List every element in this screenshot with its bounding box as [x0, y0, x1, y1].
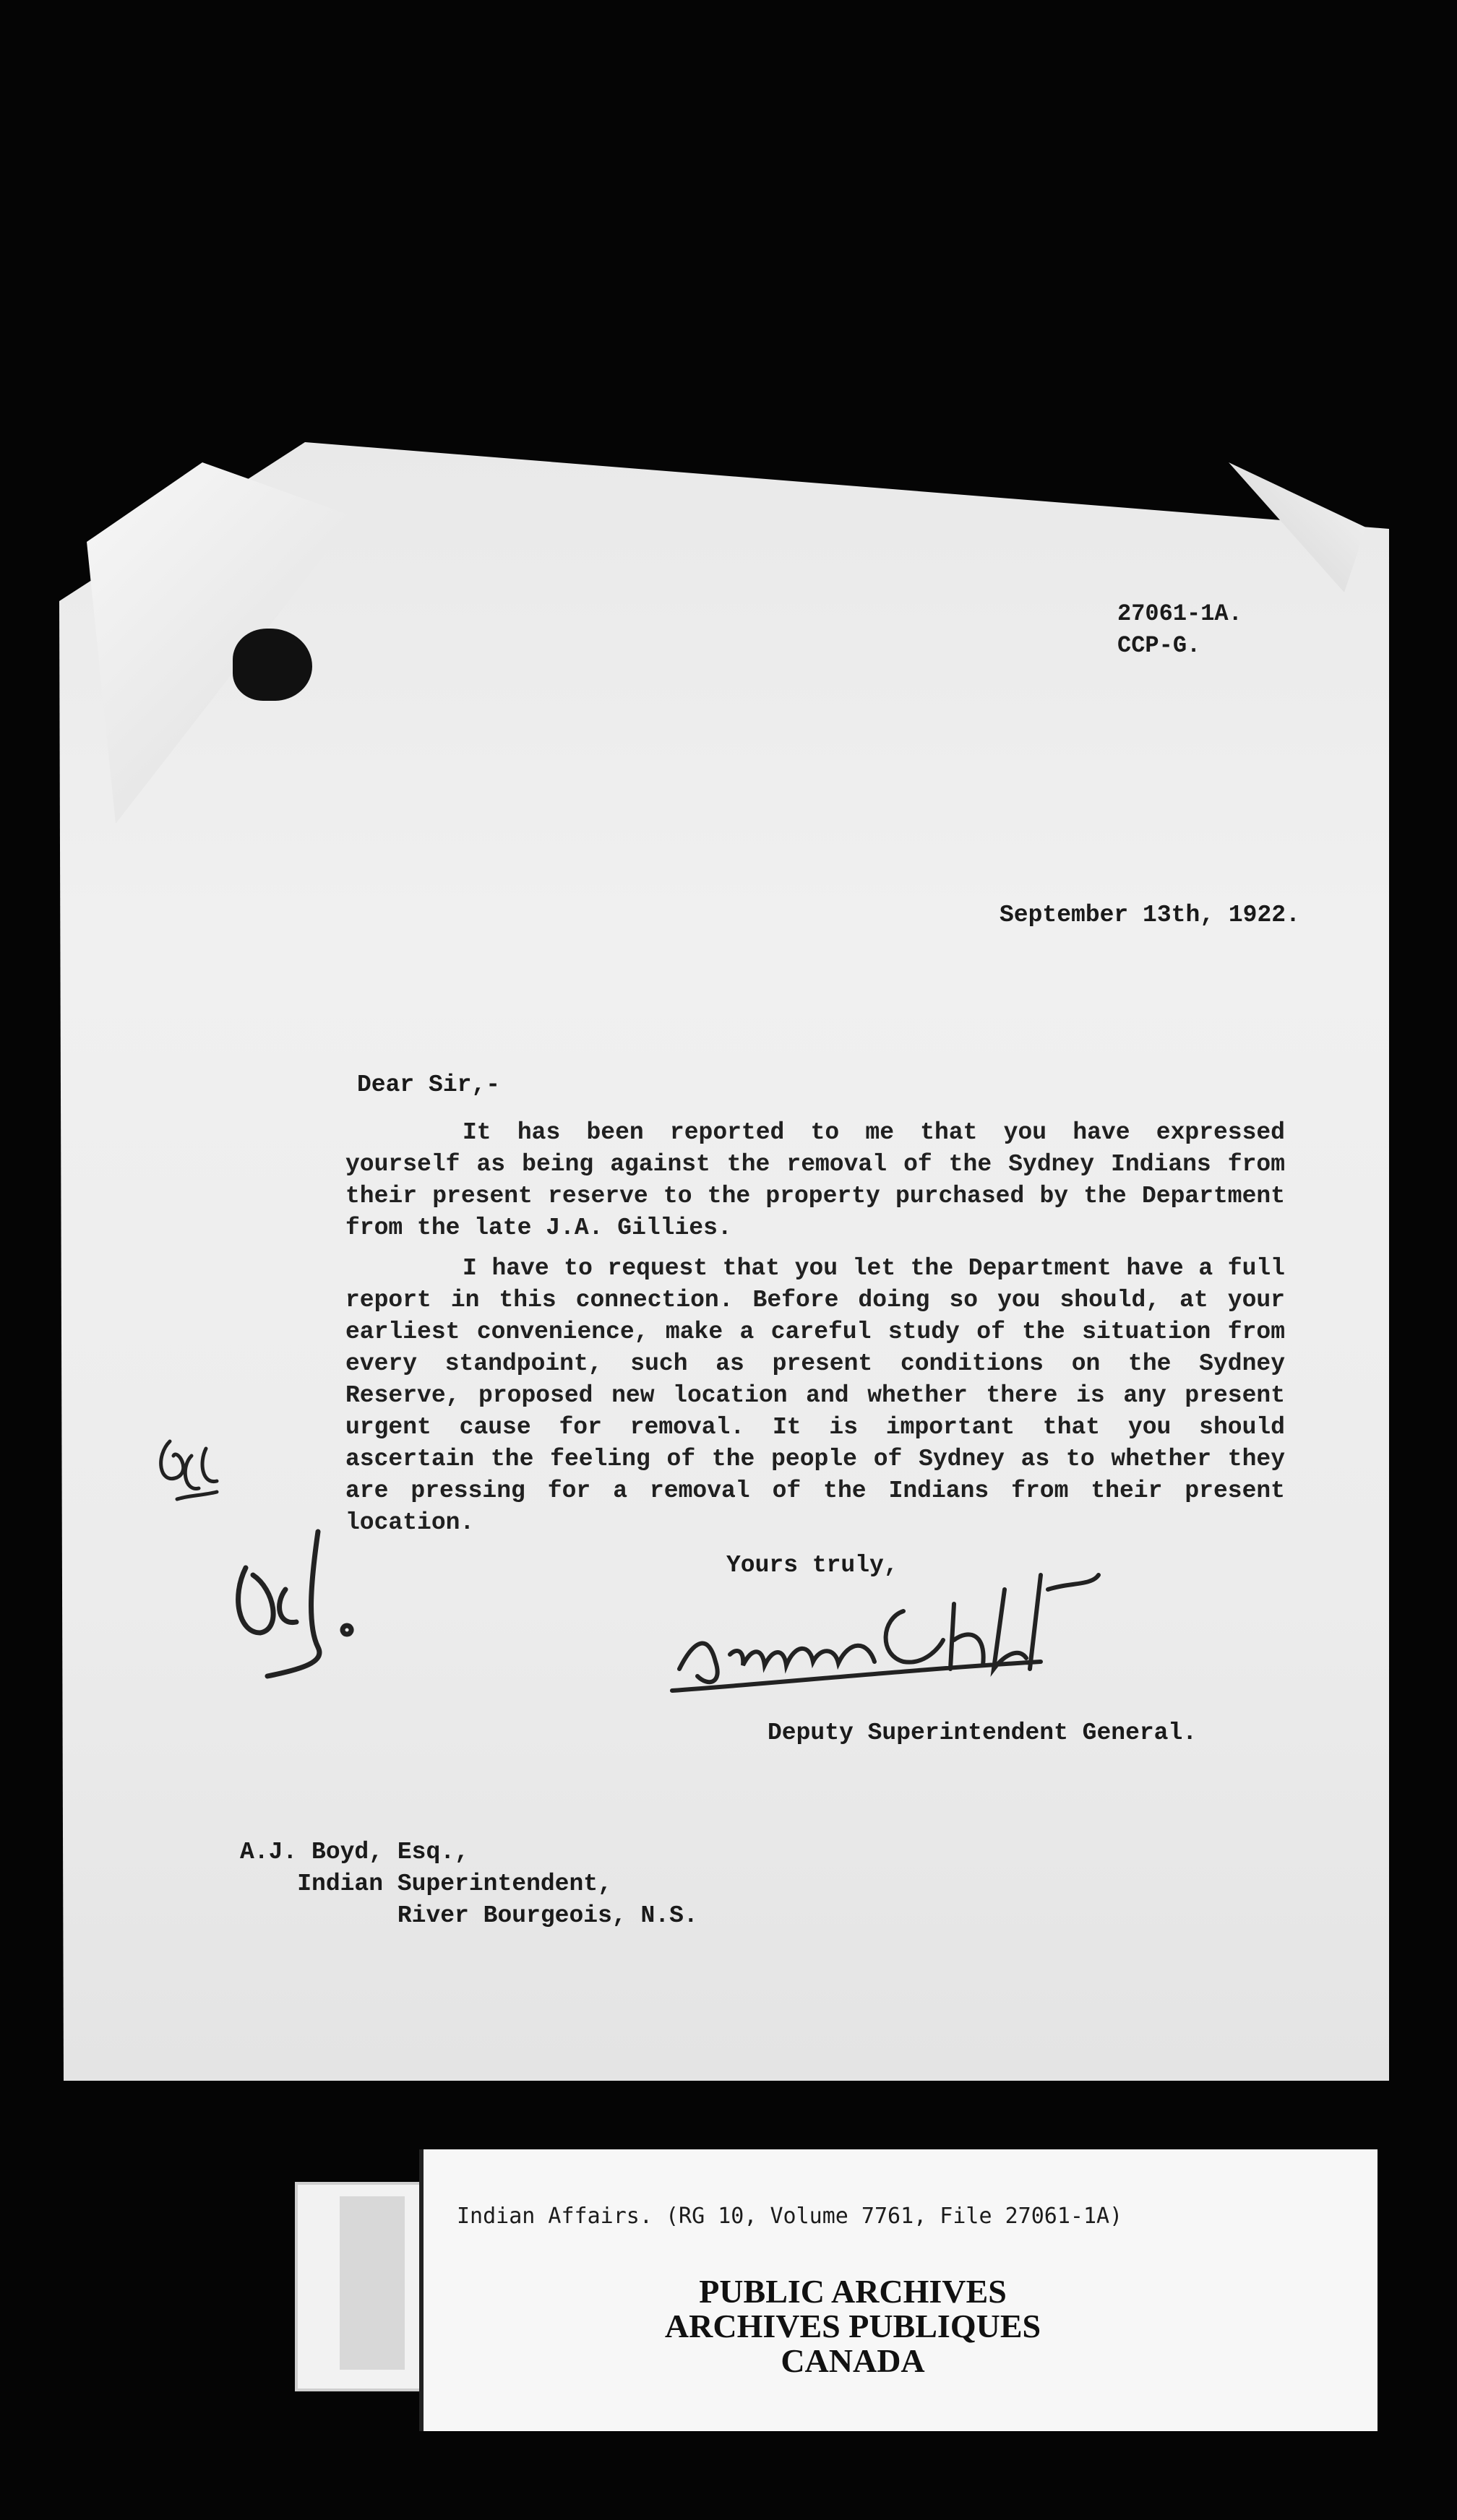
handwritten-signature	[665, 1561, 1142, 1705]
addressee-title: Indian Superintendent,	[240, 1870, 612, 1897]
handwritten-annotation-mark	[224, 1524, 376, 1683]
archive-label-tab	[340, 2196, 405, 2370]
archive-citation: Indian Affairs. (RG 10, Volume 7761, File 27061-1A)	[457, 2204, 1123, 2229]
letter-date: September 13th, 1922.	[1000, 902, 1300, 928]
file-number: 27061-1A.	[1117, 600, 1242, 627]
closing: Yours truly,	[726, 1552, 898, 1579]
salutation: Dear Sir,-	[357, 1071, 501, 1098]
archive-title-fr: ARCHIVES PUBLIQUES	[664, 2308, 1041, 2344]
body-paragraph-2: I have to request that you let the Department have a full report in this connection. Before doing so you should, at your earliest convenience, make a careful study of the situation from every standpoint, such as present conditions on the Sydney Reserve, proposed new location and whether there is any present urgent cause for removal. It is important that you should ascertain the feeling of the people of Sydney as to whether they are pressing for a removal of the Indians from their present location.	[345, 1255, 1285, 1536]
signer-title: Deputy Superintendent General.	[768, 1719, 1198, 1746]
initials-code: CCP-G.	[1117, 632, 1201, 659]
addressee-name: A.J. Boyd, Esq.,	[240, 1839, 469, 1865]
handwritten-initials-mark	[148, 1427, 228, 1514]
body-paragraph-1: It has been reported to me that you have expressed yourself as being against the removal of the Sydney Indians from their present reserve to the property purchased by the Department from the late J.A. Gillies.	[345, 1119, 1285, 1241]
archive-title-en: PUBLIC ARCHIVES	[699, 2273, 1007, 2310]
addressee-location: River Bourgeois, N.S.	[240, 1902, 698, 1929]
archive-title	[636, 2274, 1070, 2378]
addressee-block	[240, 1837, 698, 1932]
archive-title-country: CANADA	[781, 2342, 925, 2379]
file-reference	[1117, 598, 1242, 662]
torn-hole	[233, 629, 312, 701]
